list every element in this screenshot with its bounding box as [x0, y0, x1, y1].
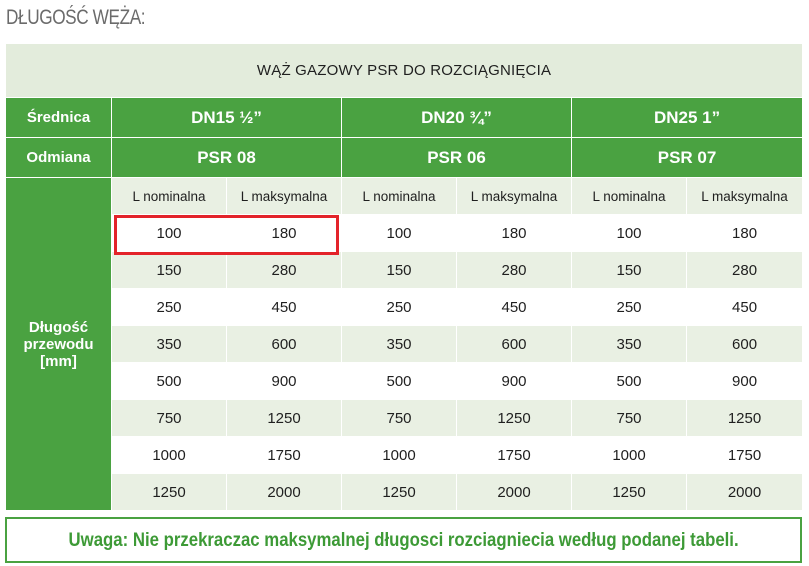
variant-label: Odmiana	[6, 138, 112, 178]
table-cell: 250	[572, 289, 687, 326]
table-cell: 1000	[112, 437, 227, 474]
table-cell: 750	[572, 400, 687, 437]
table-cell: 450	[687, 289, 803, 326]
table-cell: 1750	[227, 437, 342, 474]
sub-header-cell: L nominalna	[572, 178, 687, 215]
table-caption-row	[6, 44, 803, 98]
diameter-row	[6, 98, 803, 138]
table-cell: 350	[572, 326, 687, 363]
sub-header-cell: L nominalna	[342, 178, 457, 215]
table-cell: 1000	[572, 437, 687, 474]
table-cell: 2000	[687, 474, 803, 511]
table-cell: 750	[342, 400, 457, 437]
table-cell: 280	[457, 252, 572, 289]
variant-psr08: PSR 08	[112, 138, 342, 178]
table-cell: 350	[342, 326, 457, 363]
diameter-dn25: DN25 1”	[572, 98, 803, 138]
sub-header-cell: L maksymalna	[457, 178, 572, 215]
table-cell: 1250	[572, 474, 687, 511]
diameter-dn15: DN15 ½”	[112, 98, 342, 138]
warning-note	[5, 517, 802, 563]
table-cell: 150	[112, 252, 227, 289]
variant-row	[6, 138, 803, 178]
table-row	[6, 215, 803, 252]
table-cell: 450	[227, 289, 342, 326]
variant-psr06: PSR 06	[342, 138, 572, 178]
table-cell: 2000	[227, 474, 342, 511]
table-cell: 100	[342, 215, 457, 252]
table-cell: 1250	[227, 400, 342, 437]
table-row	[6, 289, 803, 326]
table-cell: 500	[112, 363, 227, 400]
table-row	[6, 363, 803, 400]
table-cell: 280	[227, 252, 342, 289]
table-cell: 600	[457, 326, 572, 363]
length-label-line1: Długość	[28, 318, 89, 336]
warning-note-text: Uwaga: Nie przekraczac maksymalnej długosci rozciagniecia według podanej tabeli.	[68, 528, 739, 551]
table-cell: 180	[457, 215, 572, 252]
length-label	[6, 178, 112, 511]
table-row	[6, 326, 803, 363]
table-cell: 250	[342, 289, 457, 326]
table-row	[6, 474, 803, 511]
table-cell: 900	[457, 363, 572, 400]
length-label-line3: [mm]	[40, 352, 77, 370]
table-cell: 1250	[457, 400, 572, 437]
table-cell: 450	[457, 289, 572, 326]
table-cell: 500	[572, 363, 687, 400]
table-cell: 250	[112, 289, 227, 326]
sub-header-cell: L maksymalna	[687, 178, 803, 215]
table-cell: 1750	[687, 437, 803, 474]
variant-psr07: PSR 07	[572, 138, 803, 178]
table-cell: 280	[687, 252, 803, 289]
table-cell: 180	[687, 215, 803, 252]
page-title: DŁUGOŚĆ WĘŻA:	[6, 6, 146, 29]
length-label-line2: przewodu	[23, 335, 94, 353]
table-cell: 1250	[112, 474, 227, 511]
sub-header-cell: L maksymalna	[227, 178, 342, 215]
table-cell: 350	[112, 326, 227, 363]
table-cell: 1000	[342, 437, 457, 474]
table-cell: 1250	[687, 400, 803, 437]
sub-header-row	[6, 178, 803, 215]
sub-header-cell: L nominalna	[112, 178, 227, 215]
table-cell: 180	[227, 215, 342, 252]
table-cell: 100	[572, 215, 687, 252]
table-row	[6, 400, 803, 437]
hose-length-table	[5, 43, 803, 511]
table-caption: WĄŻ GAZOWY PSR DO ROZCIĄGNIĘCIA	[6, 44, 803, 98]
table-cell: 750	[112, 400, 227, 437]
table-cell: 2000	[457, 474, 572, 511]
table-cell: 1750	[457, 437, 572, 474]
table-cell: 150	[572, 252, 687, 289]
table-cell: 100	[112, 215, 227, 252]
table-row	[6, 437, 803, 474]
table-cell: 600	[227, 326, 342, 363]
table-row	[6, 252, 803, 289]
table-cell: 900	[227, 363, 342, 400]
table-cell: 900	[687, 363, 803, 400]
table-cell: 150	[342, 252, 457, 289]
table-cell: 500	[342, 363, 457, 400]
table-cell: 1250	[342, 474, 457, 511]
diameter-dn20: DN20 ¾”	[342, 98, 572, 138]
diameter-label: Średnica	[6, 98, 112, 138]
table-cell: 600	[687, 326, 803, 363]
